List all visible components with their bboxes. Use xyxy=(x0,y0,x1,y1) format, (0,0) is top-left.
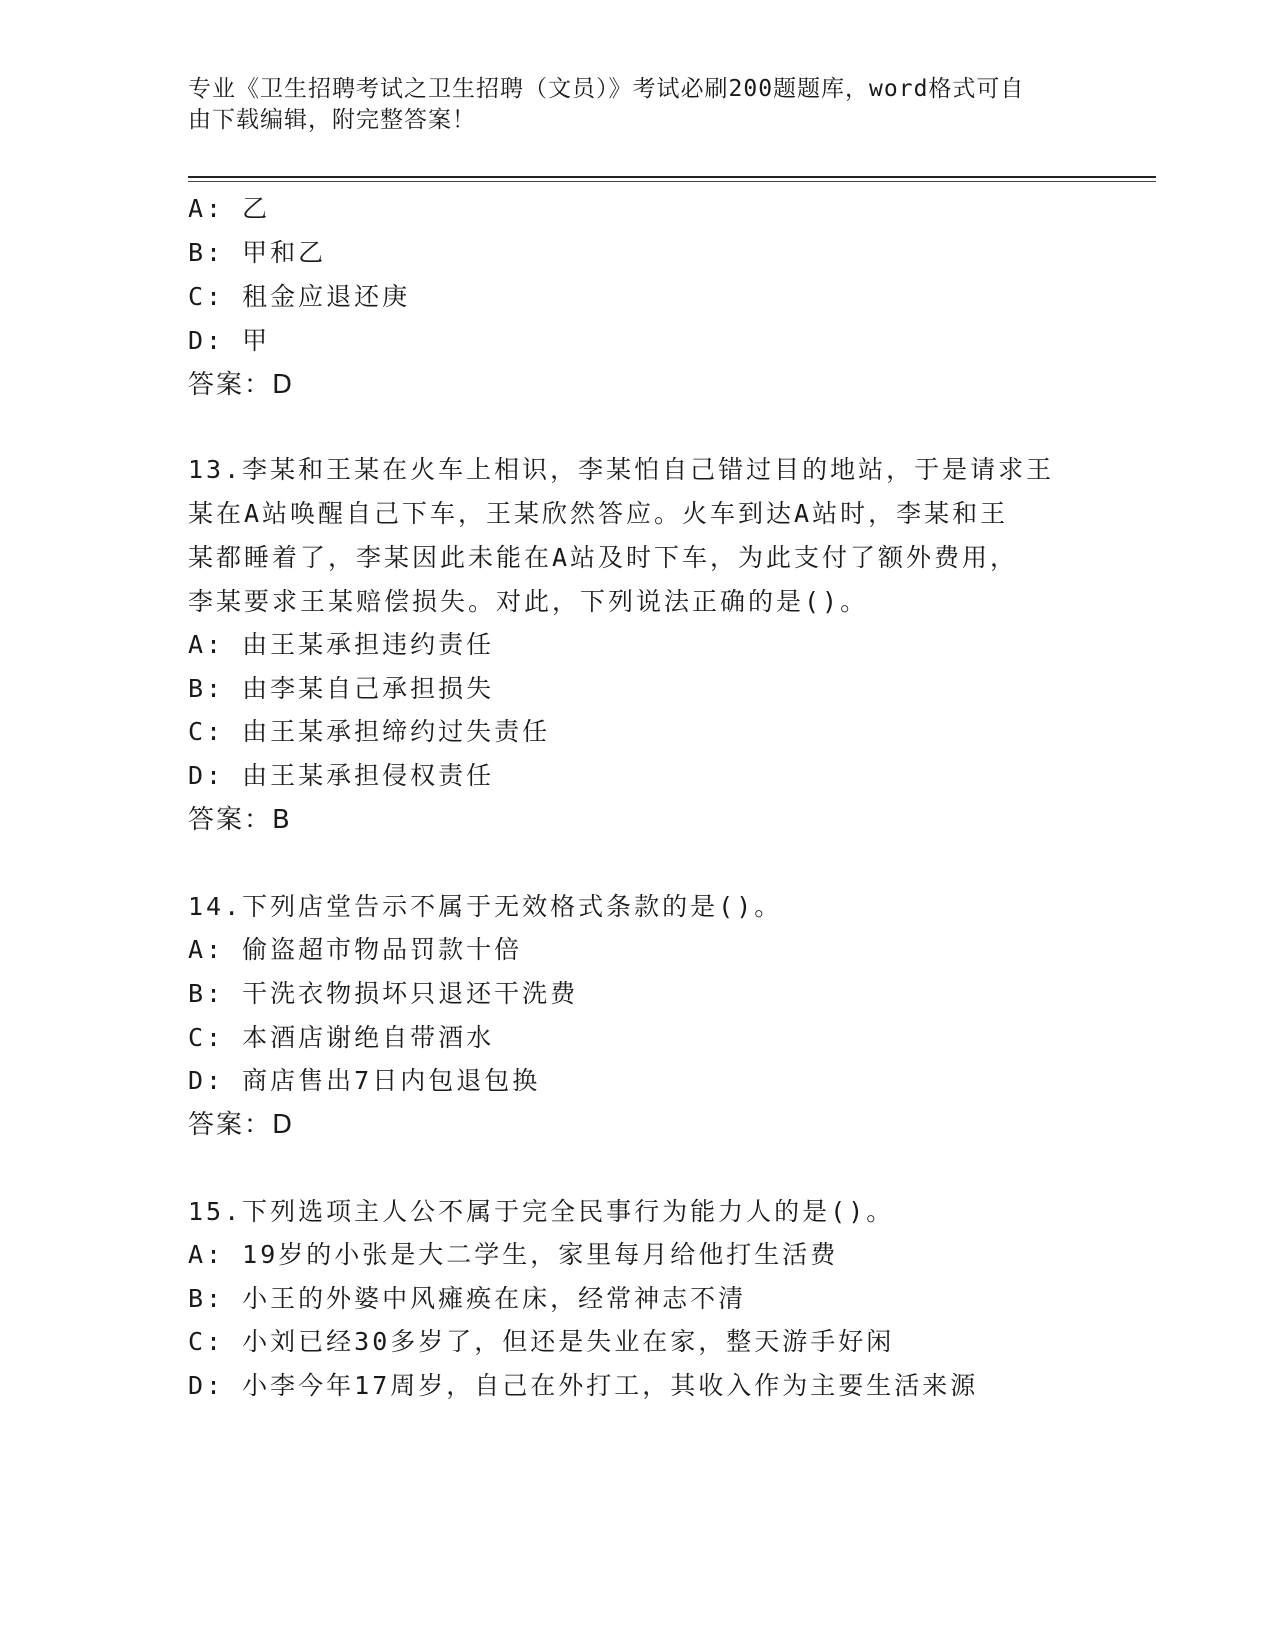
q13-stem-line-2: 某在A站唤醒自己下车，王某欣然答应。火车到达A站时，李某和王 xyxy=(188,499,1009,528)
header-line-1: 专业《卫生招聘考试之卫生招聘（文员）》考试必刷200题题库，word格式可自 xyxy=(188,76,1025,102)
q12-option-c: C: 租金应退还庚 xyxy=(188,282,411,311)
q13-option-d: D: 由王某承担侵权责任 xyxy=(188,761,495,790)
q13-option-a: A: 由王某承担违约责任 xyxy=(188,630,495,659)
q13-stem-line-1: 13.李某和王某在火车上相识，李某怕自己错过目的地站，于是请求王 xyxy=(188,455,1055,484)
q13-option-b: B: 由李某自己承担损失 xyxy=(188,674,495,703)
q14-option-d: D: 商店售出7日内包退包换 xyxy=(188,1066,541,1095)
q14-option-c: C: 本酒店谢绝自带酒水 xyxy=(188,1023,495,1052)
header-divider-thin xyxy=(188,181,1156,182)
q15-option-d: D: 小李今年17周岁，自己在外打工，其收入作为主要生活来源 xyxy=(188,1371,979,1400)
header-line-2: 由下载编辑，附完整答案！ xyxy=(188,107,476,133)
q12-option-d: D: 甲 xyxy=(188,326,271,355)
q13-stem-line-4: 李某要求王某赔偿损失。对此，下列说法正确的是()。 xyxy=(188,587,869,616)
q12-answer: 答案：D xyxy=(188,370,295,400)
q14-stem: 14.下列店堂告示不属于无效格式条款的是()。 xyxy=(188,892,783,921)
q13-stem-line-3: 某都睡着了，李某因此未能在A站及时下车，为此支付了额外费用， xyxy=(188,543,1019,572)
header-divider xyxy=(188,176,1156,178)
q15-option-b: B: 小王的外婆中风瘫痪在床，经常神志不清 xyxy=(188,1284,747,1313)
q15-stem: 15.下列选项主人公不属于完全民事行为能力人的是()。 xyxy=(188,1197,895,1226)
q15-option-a: A: 19岁的小张是大二学生，家里每月给他打生活费 xyxy=(188,1240,839,1269)
q14-option-b: B: 干洗衣物损坏只退还干洗费 xyxy=(188,979,579,1008)
q13-answer: 答案：B xyxy=(188,805,292,835)
q13-option-c: C: 由王某承担缔约过失责任 xyxy=(188,717,551,746)
q14-answer: 答案：D xyxy=(188,1110,295,1140)
q15-option-c: C: 小刘已经30多岁了，但还是失业在家，整天游手好闲 xyxy=(188,1327,895,1356)
document-header xyxy=(188,74,1068,136)
q14-option-a: A: 偷盗超市物品罚款十倍 xyxy=(188,935,523,964)
q12-option-b: B: 甲和乙 xyxy=(188,238,327,267)
q12-option-a: A: 乙 xyxy=(188,194,271,223)
